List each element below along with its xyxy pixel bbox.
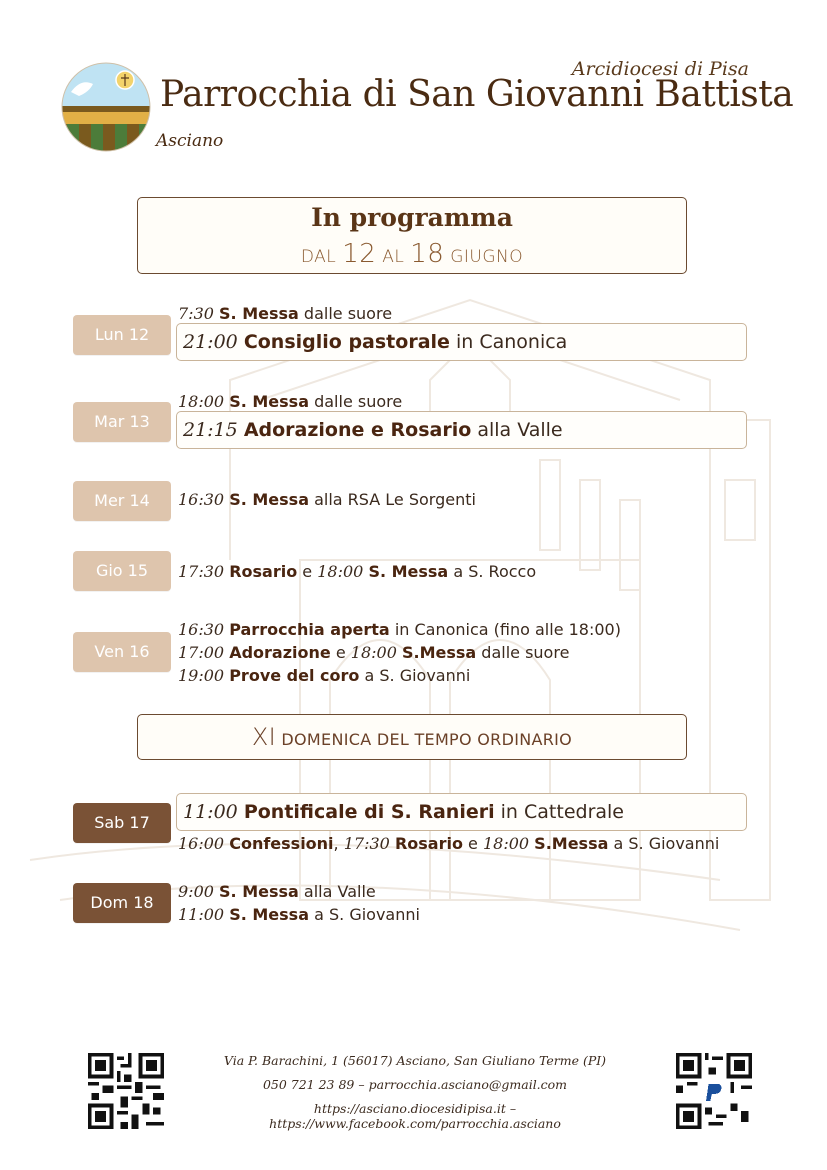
event-place: a S. Giovanni <box>364 666 471 685</box>
event-title: Adorazione <box>229 643 331 662</box>
range-from-day: 12 <box>342 239 377 269</box>
event-title: Confessioni <box>229 834 334 853</box>
event-title: Prove del coro <box>229 666 360 685</box>
event-time: 16:30 <box>178 620 225 639</box>
event-title: S.Messa <box>401 643 477 662</box>
diocese-name: Arcidiocesi di Pisa <box>571 58 749 80</box>
event-place: alla Valle <box>303 882 376 901</box>
event-separator: , <box>333 834 339 853</box>
event-title: S. Messa <box>229 392 309 411</box>
event-title: S.Messa <box>534 834 609 853</box>
event-time: 9:00 <box>178 882 214 901</box>
day-label-ven: Ven 16 <box>73 632 171 672</box>
event-lun-1 <box>178 304 392 323</box>
event-title: Adorazione e Rosario <box>243 419 472 441</box>
event-title: Parrocchia aperta <box>229 620 390 639</box>
sunday-numeral: XI <box>251 723 277 751</box>
qr-code-icon[interactable] <box>88 1053 164 1129</box>
program-date-range <box>138 239 686 269</box>
program-header <box>137 197 687 274</box>
day-label-dom: Dom 18 <box>73 883 171 923</box>
day-label-gio: Gio 15 <box>73 551 171 591</box>
event-ven-3 <box>178 666 470 685</box>
day-label-mer: Mer 14 <box>73 481 171 521</box>
range-to-day: 18 <box>410 239 445 269</box>
event-place: dalle suore <box>481 643 570 662</box>
event-place: in Canonica <box>455 331 568 353</box>
sunday-text: DOMENICA DEL TEMPO ORDINARIO <box>281 730 573 749</box>
place-name: Asciano <box>156 131 224 151</box>
footer-links[interactable]: https://asciano.diocesidipisa.it – https://www.facebook.com/parrocchia.asciano <box>269 1101 561 1131</box>
event-time: 18:00 <box>178 392 225 411</box>
event-title: Consiglio pastorale <box>243 331 450 353</box>
event-time: 11:00 <box>178 905 225 924</box>
event-title: S. Messa <box>229 490 309 509</box>
parish-name: Parrocchia di San Giovanni Battista <box>160 74 794 115</box>
event-title: S. Messa <box>219 882 299 901</box>
program-title: In programma <box>311 203 513 232</box>
footer-contacts[interactable]: 050 721 23 89 – parrocchia.asciano@gmail.com <box>262 1077 568 1092</box>
event-sab-1-highlight <box>176 793 747 831</box>
event-mer-1 <box>178 490 476 509</box>
event-time: 18:00 <box>317 562 364 581</box>
event-place: a S. Giovanni <box>314 905 420 924</box>
event-time: 17:00 <box>178 643 225 662</box>
event-place: in Cattedrale <box>500 801 624 823</box>
event-time: 19:00 <box>178 666 225 685</box>
event-place: alla RSA Le Sorgenti <box>314 490 476 509</box>
range-month: GIUGNO <box>450 247 524 267</box>
event-title: S. Messa <box>229 905 309 924</box>
event-time: 16:30 <box>178 490 225 509</box>
event-time: 17:30 <box>343 834 390 853</box>
range-dal: DAL <box>300 247 337 267</box>
event-mar-2-highlight <box>176 411 747 449</box>
event-ven-2 <box>178 643 569 662</box>
event-time: 17:30 <box>178 562 225 581</box>
event-title: S. Messa <box>368 562 449 581</box>
liturgical-sunday-banner <box>137 714 687 760</box>
event-connector: e <box>468 834 478 853</box>
day-label-sab: Sab 17 <box>73 803 171 843</box>
event-ven-1 <box>178 620 621 639</box>
event-time: 18:00 <box>350 643 397 662</box>
event-sab-2 <box>178 834 719 853</box>
event-mar-1 <box>178 392 402 411</box>
event-connector: e <box>302 562 313 581</box>
day-label-mar: Mar 13 <box>73 402 171 442</box>
event-time: 11:00 <box>183 801 238 823</box>
event-place: a S. Giovanni <box>613 834 720 853</box>
event-place: in Canonica (fino alle 18:00) <box>394 620 621 639</box>
event-time: 7:30 <box>178 304 214 323</box>
event-gio-1 <box>178 562 536 581</box>
day-label-lun: Lun 12 <box>73 315 171 355</box>
event-title: Rosario <box>394 834 463 853</box>
event-place: a S. Rocco <box>453 562 537 581</box>
event-place: dalle suore <box>314 392 403 411</box>
event-time: 21:00 <box>183 331 238 353</box>
event-time: 18:00 <box>482 834 530 853</box>
event-connector: e <box>335 643 346 662</box>
event-title: Pontificale di S. Ranieri <box>243 801 495 823</box>
event-title: S. Messa <box>219 304 299 323</box>
event-dom-1 <box>178 882 376 901</box>
event-title: Rosario <box>229 562 298 581</box>
event-lun-2-highlight <box>176 323 747 361</box>
event-time: 16:00 <box>178 834 225 853</box>
range-al: AL <box>382 247 405 267</box>
event-dom-2 <box>178 905 420 924</box>
paypal-qr-code-icon[interactable] <box>676 1053 752 1129</box>
footer-address: Via P. Barachini, 1 (56017) Asciano, San Giuliano Terme (PI) <box>223 1053 607 1068</box>
event-time: 21:15 <box>183 419 238 441</box>
event-place: alla Valle <box>477 419 563 441</box>
event-place: dalle suore <box>303 304 393 323</box>
parish-logo <box>61 62 151 152</box>
